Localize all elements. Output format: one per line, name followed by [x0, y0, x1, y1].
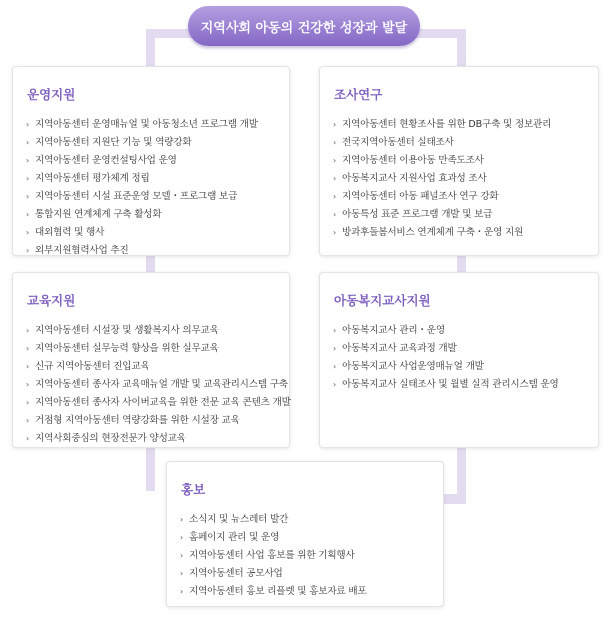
chevron-right-icon: ›: [333, 138, 336, 147]
chevron-right-icon: ›: [26, 434, 29, 443]
list-item: › 아동복지교사 사업운영매뉴얼 개발: [332, 358, 588, 376]
list-item: › 전국지역아동센터 실태조사: [332, 134, 588, 152]
section-education: [12, 272, 290, 448]
section-operations: [12, 66, 290, 256]
list-item: › 지역아동센터 운영컨설팅사업 운영: [25, 152, 279, 170]
section-research: [319, 66, 599, 256]
section-title: 홍보: [181, 482, 206, 497]
chevron-right-icon: ›: [26, 138, 29, 147]
section-title: 조사연구: [334, 87, 383, 102]
section-promotion: [166, 461, 444, 607]
list-item: › 지역아동센터 종사자 교육매뉴얼 개발 및 교육관리시스템 구축: [25, 376, 279, 394]
list-item: › 홈페이지 관리 및 운영: [179, 529, 433, 547]
chevron-right-icon: ›: [26, 380, 29, 389]
chevron-right-icon: ›: [26, 120, 29, 129]
chevron-right-icon: ›: [26, 344, 29, 353]
list-item: › 지역아동센터 현황조사를 위한 DB구축 및 정보관리: [332, 116, 588, 134]
list-item: › 지역아동센터 시설 표준운영 모델・프로그램 보급: [25, 188, 279, 206]
section-title: 교육지원: [27, 293, 76, 308]
section-title: 운영지원: [27, 87, 76, 102]
chevron-right-icon: ›: [26, 362, 29, 371]
list-item: › 지역아동센터 공모사업: [179, 565, 433, 583]
chevron-right-icon: ›: [180, 587, 183, 596]
chevron-right-icon: ›: [333, 120, 336, 129]
list-item: › 대외협력 및 행사: [25, 224, 279, 242]
chevron-right-icon: ›: [180, 569, 183, 578]
chevron-right-icon: ›: [26, 398, 29, 407]
chevron-right-icon: ›: [333, 228, 336, 237]
list-item: › 지역아동센터 종사자 사이버교육을 위한 전문 교육 콘텐츠 개발: [25, 394, 279, 412]
list-item: › 신규 지역아동센터 진입교육: [25, 358, 279, 376]
chevron-right-icon: ›: [333, 192, 336, 201]
list-item: › 지역아동센터 시설장 및 생활복지사 의무교육: [25, 322, 279, 340]
list-item: › 지역아동센터 평가체계 정립: [25, 170, 279, 188]
list-item: › 아동특성 표준 프로그램 개발 및 보급: [332, 206, 588, 224]
section-child-welfare-teacher: [319, 272, 599, 448]
chevron-right-icon: ›: [26, 156, 29, 165]
chevron-right-icon: ›: [26, 174, 29, 183]
chevron-right-icon: ›: [333, 156, 336, 165]
chevron-right-icon: ›: [333, 344, 336, 353]
list-item: › 지역아동센터 운영매뉴얼 및 아동청소년 프로그램 개발: [25, 116, 279, 134]
chevron-right-icon: ›: [333, 174, 336, 183]
chevron-right-icon: ›: [26, 246, 29, 255]
list-item: › 소식지 및 뉴스레터 발간: [179, 511, 433, 529]
list-item: › 지역아동센터 사업 홍보를 위한 기획행사: [179, 547, 433, 565]
chevron-right-icon: ›: [180, 551, 183, 560]
chevron-right-icon: ›: [333, 326, 336, 335]
list-item: › 아동복지교사 관리・운영: [332, 322, 588, 340]
list-item: › 지역아동센터 지원단 기능 및 역량강화: [25, 134, 279, 152]
chevron-right-icon: ›: [26, 228, 29, 237]
list-item: › 지역아동센터 아동 패널조사 연구 강화: [332, 188, 588, 206]
diagram-title: 지역사회 아동의 건강한 성장과 발달: [188, 6, 420, 46]
section-title: 아동복지교사지원: [334, 293, 431, 308]
list-item: › 지역아동센터 홍보 리플렛 및 홍보자료 배포: [179, 583, 433, 601]
chevron-right-icon: ›: [26, 210, 29, 219]
chevron-right-icon: ›: [333, 210, 336, 219]
chevron-right-icon: ›: [26, 192, 29, 201]
chevron-right-icon: ›: [26, 326, 29, 335]
chevron-right-icon: ›: [180, 515, 183, 524]
list-item: › 아동복지교사 지원사업 효과성 조사: [332, 170, 588, 188]
list-item: › 외부지원협력사업 추진: [25, 242, 279, 260]
list-item: › 방과후돌봄서비스 연계체계 구축・운영 지원: [332, 224, 588, 242]
chevron-right-icon: ›: [333, 380, 336, 389]
list-item: › 통합지원 연계체계 구축 활성화: [25, 206, 279, 224]
list-item: › 거점형 지역아동센터 역량강화를 위한 시설장 교육: [25, 412, 279, 430]
list-item: › 지역사회중심의 현장전문가 양성교육: [25, 430, 279, 448]
list-item: › 지역아동센터 이용아동 만족도조사: [332, 152, 588, 170]
list-item: › 아동복지교사 교육과정 개발: [332, 340, 588, 358]
list-item: › 아동복지교사 실태조사 및 월별 실적 관리시스템 운영: [332, 376, 588, 394]
chevron-right-icon: ›: [333, 362, 336, 371]
list-item: › 지역아동센터 실무능력 향상을 위한 실무교육: [25, 340, 279, 358]
chevron-right-icon: ›: [26, 416, 29, 425]
chevron-right-icon: ›: [180, 533, 183, 542]
